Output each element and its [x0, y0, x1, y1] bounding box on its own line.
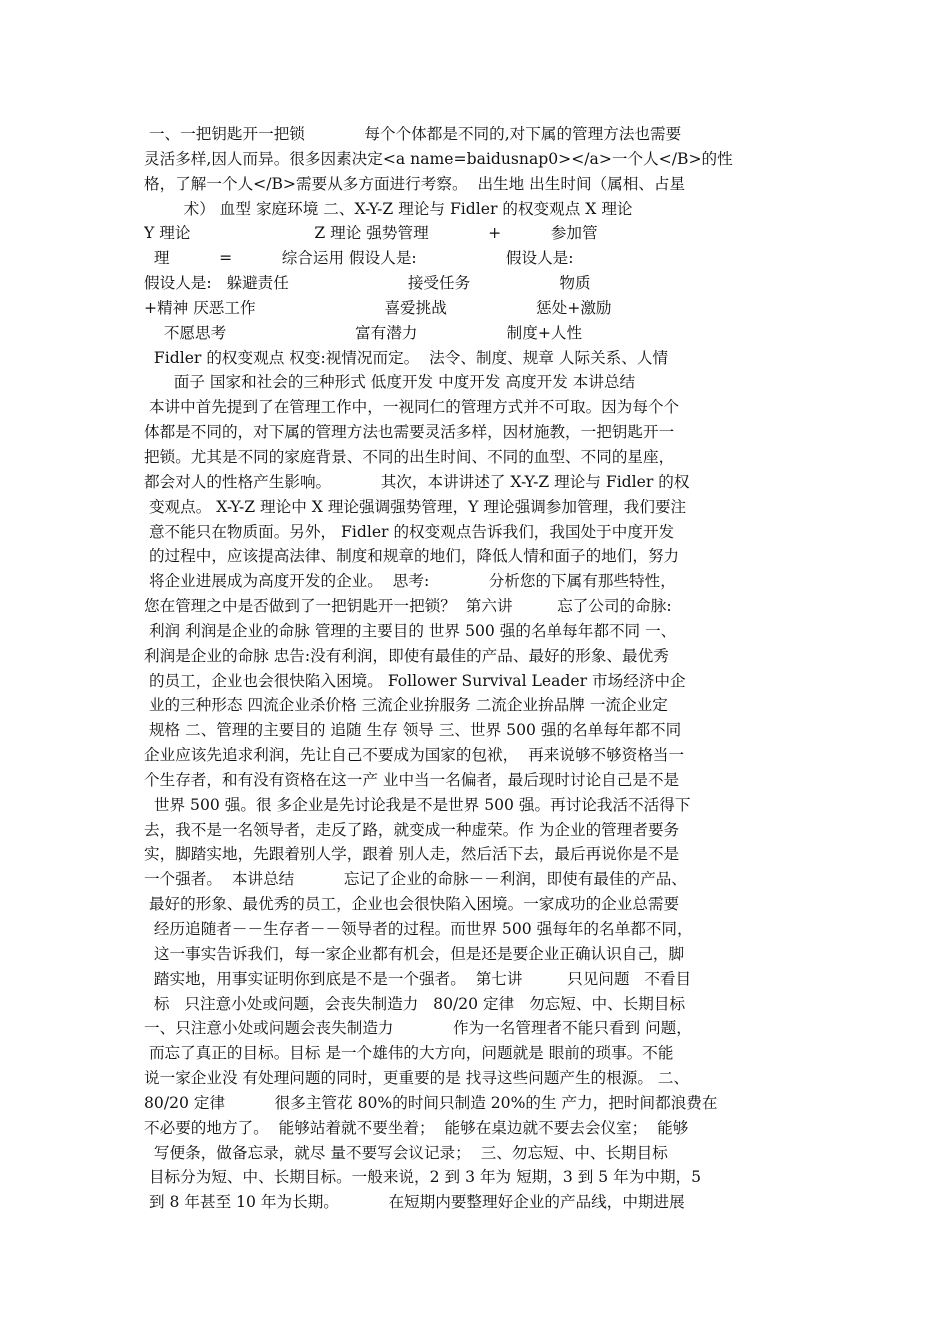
text-line: Fidler 的权变观点 权变:视情况而定。 法令、制度、规章 人际关系、人情: [144, 348, 669, 367]
text-line: 个生存者，和有没有资格在这一产 业中当一名偏者，最后现时讨论自己是不是: [144, 770, 680, 789]
text-line: 术） 血型 家庭环境 二、X-Y-Z 理论与 Fidler 的权变观点 X 理论: [144, 199, 633, 218]
text-line: 理 = 综合运用 假设人是: 假设人是:: [144, 249, 574, 268]
text-line: 意不能只在物质面。另外， Fidler 的权变观点告诉我们，我国处于中度开发: [144, 522, 675, 541]
text-line: 一、一把钥匙开一把锁 每个个体都是不同的,对下属的管理方法也需要: [144, 125, 682, 143]
text-line: 踏实地，用事实证明你到底是不是一个强者。 第七讲 只见问题 不看目: [144, 969, 692, 988]
text-line: 到 8 年甚至 10 年为长期。 在短期内要整理好企业的产品线，中期进展: [144, 1193, 685, 1212]
text-line: 标 只注意小处或问题，会丧失制造力 80/20 定律 勿忘短、中、长期目标: [144, 994, 686, 1013]
text-line: 不必要的地方了。 能够站着就不要坐着； 能够在桌边就不要去会仪室； 能够: [144, 1118, 689, 1137]
text-line: 而忘了真正的目标。目标 是一个雄伟的大方向，问题就是 眼前的琐事。不能: [144, 1044, 674, 1063]
text-line: 都会对人的性格产生影响。 其次，本讲讲述了 X-Y-Z 理论与 Fidler 的权: [144, 472, 690, 491]
text-line: 说一家企业没 有处理问题的同时，更重要的是 找寻这些问题产生的根源。 二、: [144, 1069, 690, 1088]
text-line: 业的三种形态 四流企业杀价格 三流企业拚服务 二流企业拚品牌 一流企业定: [144, 696, 668, 715]
text-line: 灵活多样,因人而异。很多因素决定<a name=baidusnap0></a>一个人</B>的性: [144, 149, 733, 168]
text-line: 80/20 定律 很多主管花 80%的时间只制造 20%的生 产力，把时间都浪费在: [144, 1093, 718, 1112]
text-line: +精神 厌恶工作 喜爱挑战 惩处+激励: [144, 298, 612, 317]
text-line: 最好的形象、最优秀的员工，企业也会很快陷入困境。一家成功的企业总需要: [144, 895, 680, 914]
text-line: 企业应该先追求利润，先让自己不要成为国家的包袱， 再来说够不够资格当一: [144, 746, 685, 765]
text-line: 您在管理之中是否做到了一把钥匙开一把锁？ 第六讲 忘了公司的命脉:: [144, 597, 672, 616]
text-line: 写便条，做备忘录，就尽 量不要写会议记录； 三、勿忘短、中、长期目标: [144, 1143, 668, 1162]
text-line: 一、只注意小处或问题会丧失制造力 作为一名管理者不能只看到 问题，: [144, 1019, 692, 1038]
text-line: Y 理论 Z 理论 强势管理 + 参加管: [144, 224, 598, 243]
text-line: 变观点。 X-Y-Z 理论中 X 理论强调强势管理，Y 理论强调参加管理，我们要注: [144, 497, 687, 516]
text-line: 利润 利润是企业的命脉 管理的主要目的 世界 500 强的名单每年都不同 一、: [144, 621, 677, 640]
text-line: 去，我不是一名领导者，走反了路，就变成一种虚荣。作 为企业的管理者要务: [144, 820, 680, 839]
text-line: 世界 500 强。很 多企业是先讨论我是不是世界 500 强。再讨论我活不活得下: [144, 795, 691, 814]
text-line: 将企业进展成为高度开发的企业。 思考: 分析您的下属有那些特性，: [144, 572, 676, 591]
text-line: 体都是不同的，对下属的管理方法也需要灵活多样，因材施教，一把钥匙开一: [144, 423, 675, 442]
text-line: 面子 国家和社会的三种形式 低度开发 中度开发 高度开发 本讲总结: [144, 373, 636, 392]
text-line: 这一事实告诉我们，每一家企业都有机会，但是还是要企业正确认识自己，脚: [144, 944, 685, 963]
text-line: 的员工，企业也会很快陷入困境。 Follower Survival Leader 市场经济中企: [144, 671, 686, 690]
text-line: 规格 二、管理的主要目的 追随 生存 领导 三、世界 500 强的名单每年都不同: [144, 721, 682, 740]
document-body-text: [144, 122, 810, 1215]
text-line: 经历追随者－－生存者－－领导者的过程。而世界 500 强每年的名单都不同，: [144, 920, 693, 938]
text-line: 不愿思考 富有潜力 制度+人性: [144, 323, 583, 342]
text-line: 本讲中首先提到了在管理工作中，一视同仁的管理方式并不可取。因为每个个: [144, 398, 680, 417]
text-line: 目标分为短、中、长期目标。一般来说，2 到 3 年为 短期，3 到 5 年为中期，5: [144, 1168, 702, 1187]
text-line: 一个强者。 本讲总结 忘记了企业的命脉－－利润，即使有最佳的产品、: [144, 870, 687, 889]
text-line: 假设人是: 躲避责任 接受任务 物质: [144, 274, 591, 293]
text-line: 的过程中，应该提高法律、制度和规章的地们，降低人情和面子的地们，努力: [144, 547, 680, 566]
text-line: 格，了解一个人</B>需要从多方面进行考察。 出生地 出生时间（属相、占星: [144, 174, 686, 193]
text-line: 把锁。尤其是不同的家庭背景、不同的出生时间、不同的血型、不同的星座，: [144, 447, 675, 466]
text-line: 实，脚踏实地，先跟着别人学，跟着 别人走，然后活下去，最后再说你是不是: [144, 845, 680, 864]
text-line: 利润是企业的命脉 忠告:没有利润，即使有最佳的产品、最好的形象、最优秀: [144, 646, 669, 665]
